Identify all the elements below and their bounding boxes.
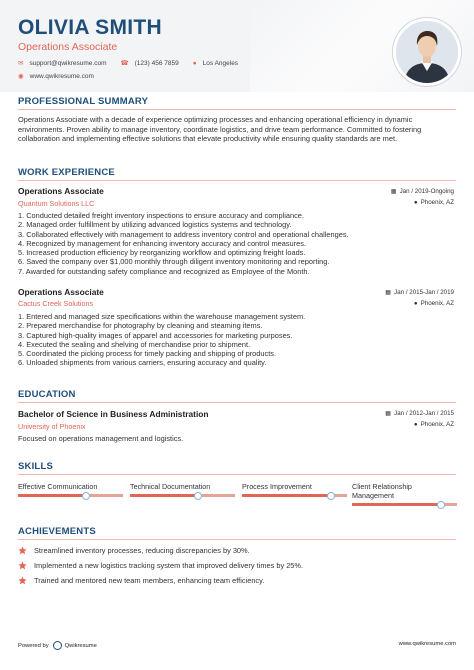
experience-divider — [18, 180, 456, 181]
summary-divider — [18, 109, 456, 110]
skill-item — [130, 482, 235, 497]
skill-fill — [242, 494, 331, 497]
achievement-item: Implemented a new logistics tracking system that improved delivery times by 25%. — [18, 561, 303, 570]
list-item: 5. Coordinated the picking process for timely packing and shipping of products. — [18, 349, 276, 359]
summary-text: Operations Associate with a decade of experience optimizing processes and enhancing operational efficiency in dynamic environments. Proven ability to manage inventory, coordinate logistics, and drive team performance. Committed to fostering collaboration and implementing effective solutions that elevate productivity while ensuring quality standards are met. — [18, 115, 422, 144]
footer-url[interactable]: www.qwikresume.com — [398, 641, 456, 647]
company-1: Quantum Solutions LLC — [18, 199, 95, 208]
list-item: 3. Captured high-quality images of apparel and accessories for marketing purposes. — [18, 330, 293, 340]
summary-heading: PROFESSIONAL SUMMARY — [18, 96, 149, 107]
location-pin-icon: ● — [413, 199, 418, 206]
list-item: 2. Prepared merchandise for photography by cleaning and steaming items. — [18, 321, 263, 331]
school-name: University of Phoenix — [18, 422, 86, 431]
education-dates: ▦ Jan / 2012-Jan / 2015 — [385, 410, 454, 417]
skill-knob — [327, 492, 335, 500]
qwikresume-logo-icon — [53, 641, 62, 650]
list-item: 4. Executed the sealing and shelving of merchandise prior to shipment. — [18, 339, 251, 349]
job-bullets-2 — [18, 312, 458, 368]
footer-powered-by: Powered by Qwikresume — [18, 642, 97, 649]
job-location-2: ● Phoenix, AZ — [413, 300, 454, 307]
achievements-divider — [18, 539, 456, 540]
education-divider — [18, 402, 456, 403]
job-dates-1: ▦ Jan / 2019-Ongoing — [390, 188, 454, 195]
skill-knob — [437, 501, 445, 509]
phone-text: (123) 456 7859 — [134, 59, 179, 67]
experience-heading: WORK EXPERIENCE — [18, 167, 115, 178]
website-row — [18, 72, 94, 80]
degree-title: Bachelor of Science in Business Administration — [18, 409, 209, 419]
footer-brand[interactable]: Qwikresume — [64, 642, 97, 649]
education-heading: EDUCATION — [18, 389, 76, 400]
award-star-icon — [18, 576, 27, 585]
award-star-icon — [18, 561, 27, 570]
skills-divider — [18, 474, 456, 475]
skill-knob — [194, 492, 202, 500]
education-note: Focused on operations management and logistics. — [18, 434, 184, 443]
education-location: ● Phoenix, AZ — [413, 421, 454, 428]
skill-fill — [130, 494, 198, 497]
globe-icon: ◉ — [18, 73, 24, 80]
list-item: 7. Awarded for outstanding safety compliance and recognized as Employee of the Month. — [18, 266, 310, 276]
job-dates-2: ▦ Jan / 2015-Jan / 2019 — [385, 289, 454, 296]
job-location-1: ● Phoenix, AZ — [413, 199, 454, 206]
skills-heading: SKILLS — [18, 461, 53, 472]
job-title-1: Operations Associate — [18, 186, 104, 196]
calendar-icon: ▦ — [385, 410, 392, 417]
skill-knob — [82, 492, 90, 500]
skill-bar — [18, 494, 123, 497]
achievement-item: Trained and mentored new team members, enhancing team efficiency. — [18, 576, 264, 585]
achievement-item: Streamlined inventory processes, reducing discrepancies by 30%. — [18, 546, 250, 555]
list-item: 1. Entered and managed size specifications within the warehouse management system. — [18, 312, 306, 321]
location-icon: ● — [192, 59, 197, 67]
profile-photo — [393, 18, 461, 86]
calendar-icon: ▦ — [390, 188, 397, 195]
list-item: 5. Increased production efficiency by reorganizing workflow and optimizing freight loads. — [18, 248, 306, 258]
location-pin-icon: ● — [413, 421, 418, 428]
list-item: 3. Collaborated effectively with management to address inventory control and operational challenges. — [18, 229, 349, 239]
list-item: 4. Recognized by management for enhancing inventory accuracy and control measures. — [18, 238, 306, 248]
skill-label: Client Relationship Management — [352, 482, 412, 500]
company-2: Cactus Creek Solutions — [18, 299, 94, 308]
location-text: Los Angeles — [202, 59, 239, 67]
skill-fill — [18, 494, 86, 497]
list-item: 1. Conducted detailed freight inventory inspections to ensure accuracy and compliance. — [18, 211, 304, 220]
achievements-heading: ACHIEVEMENTS — [18, 526, 96, 537]
location-pin-icon: ● — [413, 300, 418, 307]
candidate-name: OLIVIA SMITH — [18, 16, 162, 39]
skill-item — [18, 482, 123, 497]
phone-icon: ☎ — [120, 60, 129, 67]
skill-bar — [352, 503, 457, 506]
skill-fill — [352, 503, 441, 506]
job-title-2: Operations Associate — [18, 287, 104, 297]
skill-label: Process Improvement — [242, 482, 312, 491]
award-star-icon — [18, 546, 27, 555]
skill-label: Technical Documentation — [130, 482, 211, 491]
job-bullets-1 — [18, 211, 458, 276]
email-icon: ✉ — [18, 60, 24, 67]
email-text[interactable]: support@qwikresume.com — [29, 59, 107, 67]
calendar-icon: ▦ — [385, 289, 392, 296]
list-item: 6. Unloaded shipments from various carriers, ensuring accuracy and quality. — [18, 358, 267, 368]
contact-row — [18, 59, 238, 67]
skill-item — [242, 482, 347, 497]
skill-bar — [242, 494, 347, 497]
candidate-title: Operations Associate — [18, 41, 118, 53]
list-item: 2. Managed order fulfillment by utilizing advanced logistics systems and technology. — [18, 220, 292, 230]
avatar-illustration — [396, 21, 458, 83]
skill-item — [352, 482, 457, 506]
skill-label: Effective Communication — [18, 482, 98, 491]
list-item: 6. Saved the company over $1,000 monthly through diligent inventory monitoring and reporting. — [18, 257, 330, 267]
skill-bar — [130, 494, 235, 497]
website-text[interactable]: www.qwikresume.com — [29, 72, 94, 80]
